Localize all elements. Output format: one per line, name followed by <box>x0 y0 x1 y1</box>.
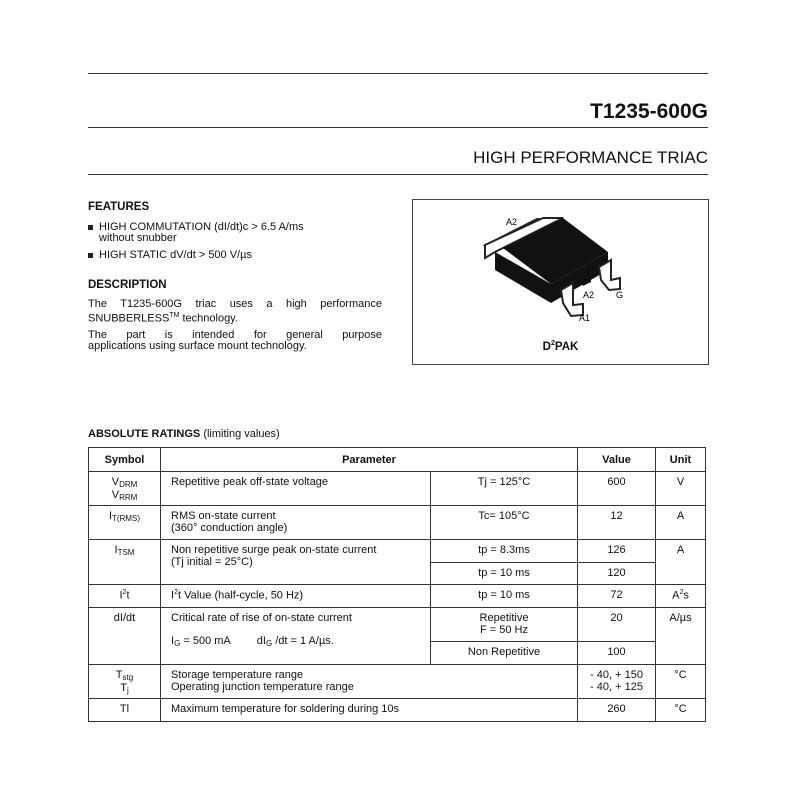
part-number-title: T1235-600G <box>590 100 708 123</box>
value-cell: - 40, + 150 - 40, + 125 <box>578 665 656 699</box>
description-line: The part is intended for general purpose <box>88 328 382 341</box>
value-cell: 12 <box>578 506 656 540</box>
description-line: applications using surface mount technology. <box>88 339 307 352</box>
unit-cell: °C <box>656 665 706 699</box>
unit-cell: A <box>656 506 706 540</box>
trademark: TM <box>169 312 180 319</box>
table-header-row <box>89 448 706 472</box>
description-line: technology. <box>179 312 238 325</box>
package-name-sup: 2 <box>550 340 555 347</box>
package-name-text: D <box>542 340 551 353</box>
symbol-cell: $I_{TSM}$ <box>89 540 161 585</box>
condition-cell: Non Repetitive <box>431 642 578 665</box>
parameter-cell: Non repetitive surge peak on-state current (Tj initial = 25°C) <box>161 540 431 585</box>
parameter-cell: RMS on-state current (360° conduction angle) <box>161 506 431 540</box>
condition-cell: Tj = 125°C <box>431 472 578 506</box>
column-header: Unit <box>656 448 706 472</box>
unit-cell: V <box>656 472 706 506</box>
symbol-cell: $V_{DRM}$ $V_{RRM}$ <box>89 472 161 506</box>
package-name <box>413 340 708 353</box>
table-row <box>89 608 706 642</box>
table-row <box>89 665 706 699</box>
divider <box>88 174 708 175</box>
value-cell: 600 <box>578 472 656 506</box>
description-line: SNUBBERLESS <box>88 312 170 325</box>
value-cell: 100 <box>578 642 656 665</box>
table-row <box>89 585 706 608</box>
bullet-icon <box>88 225 93 230</box>
package-figure <box>412 199 709 365</box>
ratings-note: (limiting values) <box>203 428 280 440</box>
pin-label: A2 <box>583 290 595 300</box>
description-heading: DESCRIPTION <box>88 279 167 291</box>
unit-cell: $A^2s$ <box>656 585 706 608</box>
features-heading: FEATURES <box>88 201 150 213</box>
parameter-cell: Critical rate of rise of on-state current $I_G = 500$ mA $dI_G$ /dt = 1 A/µs. <box>161 608 431 665</box>
unit-cell: A <box>656 540 706 585</box>
absolute-ratings-table <box>88 447 706 722</box>
unit-cell: A/µs <box>656 608 706 665</box>
divider <box>88 73 708 74</box>
symbol-cell: $I_{T(RMS)}$ <box>89 506 161 540</box>
divider <box>88 127 708 128</box>
feature-text: without snubber <box>99 232 177 244</box>
value-cell: 20 <box>578 608 656 642</box>
condition-cell: Repetitive F = 50 Hz <box>431 608 578 642</box>
feature-item <box>88 222 304 244</box>
condition-cell: tp = 8.3ms <box>431 540 578 563</box>
symbol-cell: dI/dt <box>89 608 161 665</box>
table-row <box>89 540 706 563</box>
parameter-cell: Storage temperature range Operating junction temperature range <box>161 665 578 699</box>
ratings-heading <box>88 428 280 440</box>
column-header: Parameter <box>161 448 578 472</box>
ratings-title: ABSOLUTE RATINGS <box>88 428 201 440</box>
pin-label: G <box>616 290 624 300</box>
feature-text: HIGH STATIC dV/dt > 500 V/µs <box>99 249 252 261</box>
value-cell: 260 <box>578 699 656 722</box>
parameter-cell: Maximum temperature for soldering during 10s <box>161 699 578 722</box>
symbol-cell: $T_{stg}$ $T_j$ <box>89 665 161 699</box>
condition-cell: tp = 10 ms <box>431 563 578 585</box>
value-cell: 126 <box>578 540 656 563</box>
parameter-cell: Repetitive peak off-state voltage <box>161 472 431 506</box>
unit-cell: °C <box>656 699 706 722</box>
table-row <box>89 699 706 722</box>
bullet-icon <box>88 253 93 258</box>
subtitle: HIGH PERFORMANCE TRIAC <box>473 148 708 167</box>
description-line: The T1235-600G triac uses a high performance <box>88 298 382 310</box>
table-row <box>89 506 706 540</box>
column-header: Symbol <box>89 448 161 472</box>
package-name-text: PAK <box>554 340 579 353</box>
description-text <box>88 299 382 352</box>
condition-cell: tp = 10 ms <box>431 585 578 608</box>
symbol-cell: Tl <box>89 699 161 722</box>
symbol-cell: $I^2t$ <box>89 585 161 608</box>
table-row <box>89 472 706 506</box>
pin-label: A2 <box>506 217 518 227</box>
value-cell: 72 <box>578 585 656 608</box>
pin-label: A1 <box>579 313 591 323</box>
column-header: Value <box>578 448 656 472</box>
parameter-cell: $I^2t$ Value (half-cycle, 50 Hz) <box>161 585 431 608</box>
condition-cell: Tc= 105°C <box>431 506 578 540</box>
value-cell: 120 <box>578 563 656 585</box>
feature-text: HIGH COMMUTATION (dI/dt)c > 6.5 A/ms <box>99 221 304 233</box>
feature-item <box>88 250 252 261</box>
